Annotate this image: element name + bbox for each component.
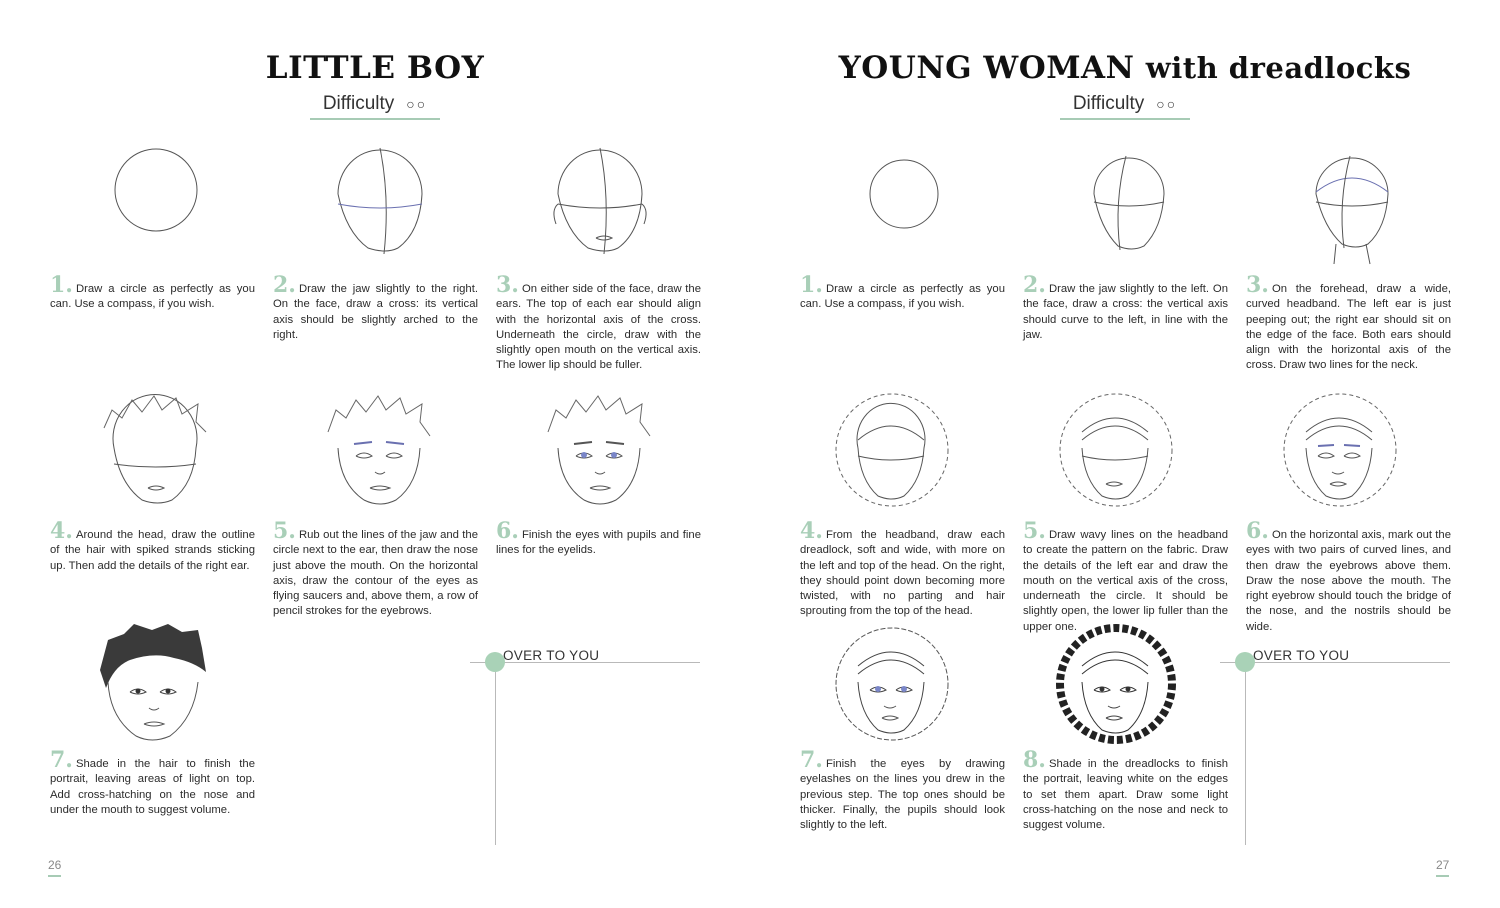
step-3-instructions: 3. On either side of the face, draw the ears. The top of each ear should align with the horizontal axis of the cross. Underneath the circle, draw with the slightly open mouth on the vertical axis. The lower lip should be fuller. [496, 272, 701, 372]
boy-sketch-step-5 [320, 388, 440, 513]
step-1-instructions: 1. Draw a circle as perfectly as you can. Use a compass, if you wish. [800, 272, 1005, 311]
boy-sketch-step-6 [540, 388, 660, 513]
step-4-instructions: 4. From the headband, draw each dreadlock, soft and wide, with more on the left and top of the head. On the right, they should point down becoming more twisted, with no parting and hair sprouting from the top of the head. [800, 518, 1005, 618]
woman-sketch-step-7 [832, 624, 952, 749]
page-number: 27 [1436, 858, 1449, 877]
divider-line-vertical [495, 662, 496, 845]
woman-sketch-step-8 [1056, 624, 1176, 749]
woman-sketch-step-5 [1056, 390, 1176, 515]
boy-sketch-step-3 [548, 142, 658, 262]
difficulty-dots: ○○ [1156, 96, 1178, 112]
difficulty-label: Difficulty [322, 93, 395, 114]
woman-sketch-step-1 [862, 152, 952, 242]
boy-sketch-step-4 [96, 388, 216, 513]
step-5-instructions: 5. Draw wavy lines on the headband to create the pattern on the fabric. Draw the details of the left ear and draw the mouth on the vertical axis of the cross, underneath the circle. It should be slightly open, the lower lip fuller than the upper one. [1023, 518, 1228, 633]
step-6-instructions: 6. On the horizontal axis, mark out the eyes with two pairs of curved lines, and then draw the eyebrows above them. Draw the nose above the mouth. The right eyebrow should touch the bridge of the nose, and the nostrils should be wide. [1246, 518, 1451, 633]
step-2-instructions: 2. Draw the jaw slightly to the right. On the face, draw a cross: its vertical axis should be slightly arched to the right. [273, 272, 478, 341]
boy-sketch-step-1 [108, 142, 208, 242]
accent-dot [1235, 652, 1255, 672]
over-to-you-label: OVER TO YOU [1253, 648, 1350, 663]
step-2-instructions: 2. Draw the jaw slightly to the left. On the face, draw a cross: the vertical axis should curve to the left, in line with the jaw. [1023, 272, 1228, 341]
step-4-instructions: 4. Around the head, draw the outline of the hair with spiked strands sticking up. Then add the details of the right ear. [50, 518, 255, 572]
woman-sketch-step-6 [1280, 390, 1400, 515]
step-7-instructions: 7. Shade in the hair to finish the portrait, leaving areas of light on top. Add cross-hatching on the nose and under the mouth to suggest volume. [50, 747, 255, 816]
woman-sketch-step-3 [1306, 152, 1406, 267]
difficulty-indicator [310, 92, 440, 120]
difficulty-label: Difficulty [1072, 93, 1145, 114]
right-page [750, 0, 1500, 908]
step-1-instructions: 1. Draw a circle as perfectly as you can. Use a compass, if you wish. [50, 272, 255, 311]
step-8-instructions: 8. Shade in the dreadlocks to finish the portrait, leaving white on the edges to set them apart. Draw some light cross-hatching on the nose and neck to suggest volume. [1023, 747, 1228, 832]
divider-line-vertical [1245, 662, 1246, 845]
step-3-instructions: 3. On the forehead, draw a wide, curved headband. The left ear is just peeping out; the right ear should sit on the edge of the face. Both ears should align with the horizontal axis of the cross. Draw two lines for the neck. [1246, 272, 1451, 372]
difficulty-indicator [1060, 92, 1190, 120]
step-7-instructions: 7. Finish the eyes by drawing eyelashes on the lines you drew in the previous step. The top ones should be thicker. Finally, the pupils should look slightly to the left. [800, 747, 1005, 832]
woman-sketch-step-4 [832, 390, 952, 515]
over-to-you-label: OVER TO YOU [503, 648, 600, 663]
boy-sketch-step-2 [328, 142, 438, 262]
page-title-young-woman: YOUNG WOMAN with dreadlocks [838, 50, 1412, 86]
accent-dot [485, 652, 505, 672]
step-6-instructions: 6. Finish the eyes with pupils and fine lines for the eyelids. [496, 518, 701, 557]
boy-sketch-step-7 [94, 622, 214, 750]
woman-sketch-step-2 [1086, 152, 1176, 262]
step-5-instructions: 5. Rub out the lines of the jaw and the circle next to the ear, then draw the nose just above the mouth. On the horizontal axis, draw the contour of the eyes as flying saucers and, above them, a row of pencil strokes for the eyebrows. [273, 518, 478, 618]
page-title-little-boy: LITTLE BOY [265, 50, 485, 86]
page-number: 26 [48, 858, 61, 877]
difficulty-dots: ○○ [406, 96, 428, 112]
